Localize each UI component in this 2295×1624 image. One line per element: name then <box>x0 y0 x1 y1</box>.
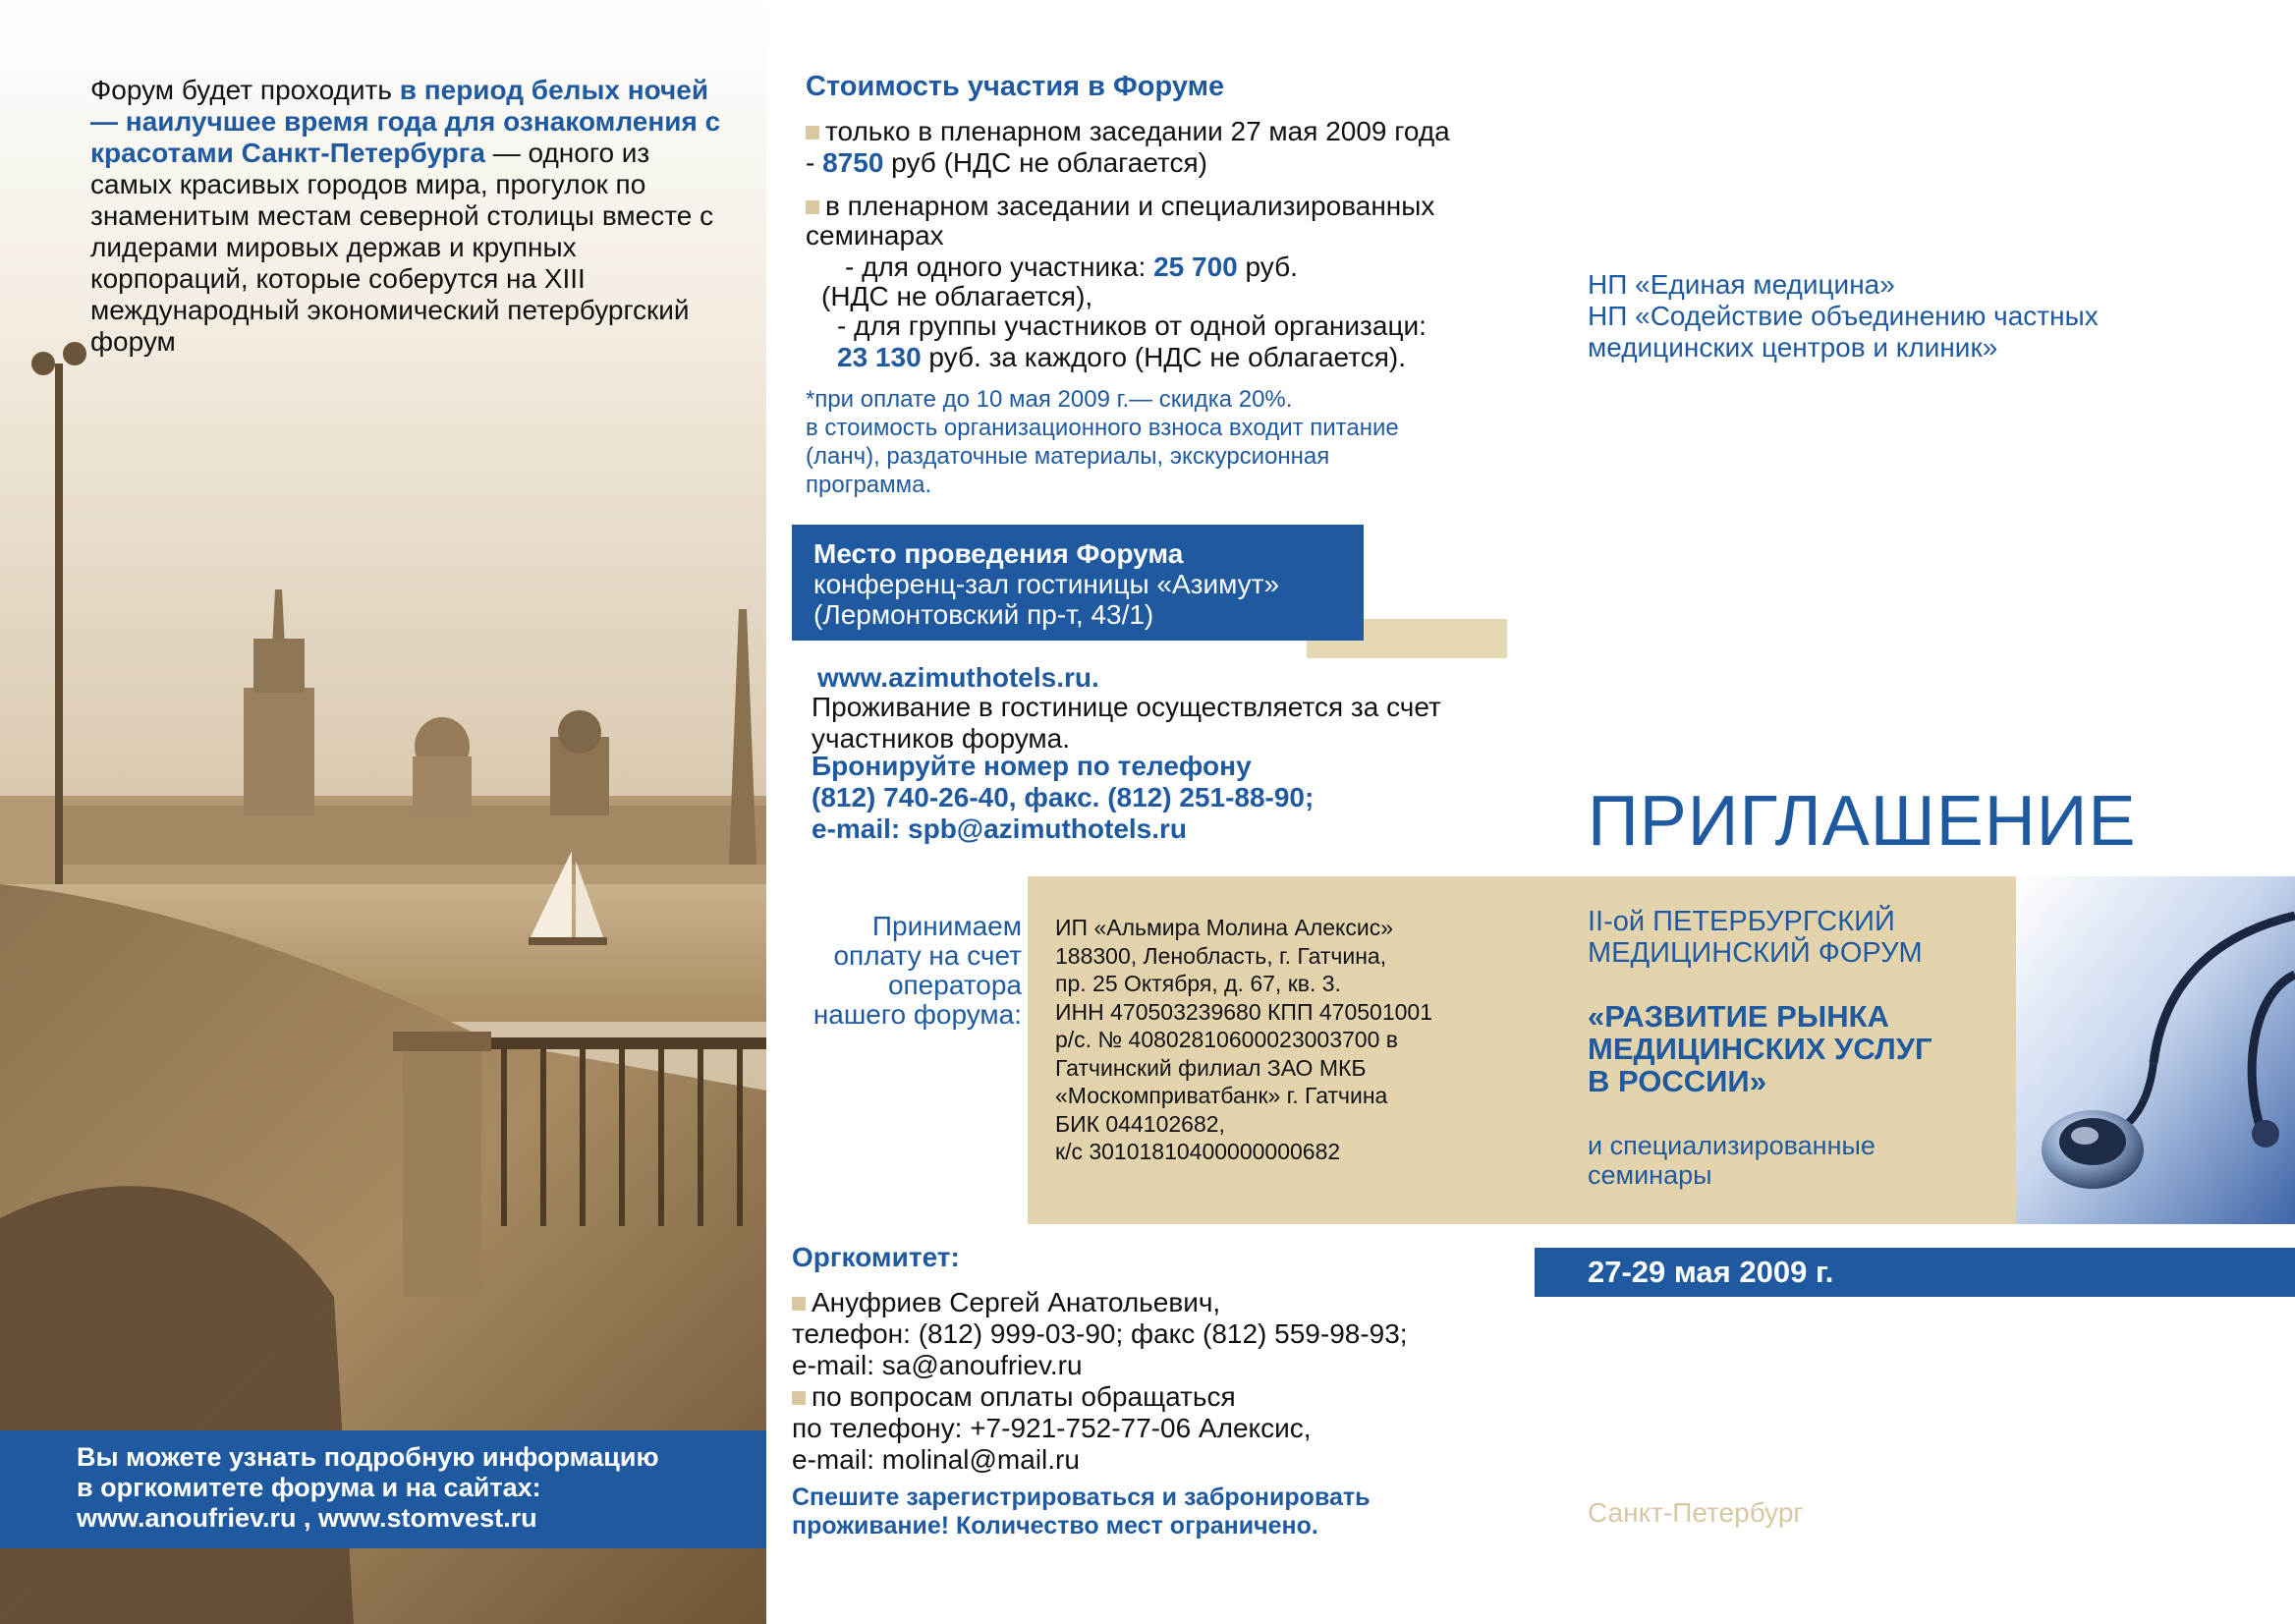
dash: - <box>806 147 823 178</box>
group-price <box>837 342 1406 373</box>
contact-email[interactable]: e-mail: sa@anoufriev.ru <box>792 1350 1083 1380</box>
organizer-name: медицинских центров и клиник» <box>1588 332 1998 363</box>
payment-details <box>1055 914 1507 1166</box>
payment-phone: по телефону: +7-921-752-77-06 Алексис, <box>792 1413 1312 1443</box>
booking-email[interactable]: e-mail: spb@azimuthotels.ru <box>812 813 1188 844</box>
vat-note: (НДС не облагается), <box>821 281 1093 311</box>
payment-contact: по вопросам оплаты обращаться <box>812 1381 1236 1412</box>
stethoscope-image <box>2016 876 2295 1224</box>
note-line: программа. <box>806 472 932 498</box>
detail-line: ИП «Альмира Молина Алексис» <box>1055 915 1393 940</box>
left-intro-text <box>90 75 729 358</box>
cost-notes <box>806 385 1399 499</box>
group-label: - для группы участников от одной организаци: <box>837 310 1427 341</box>
label-line: оператора <box>887 970 1022 1000</box>
forum-dates: 27-29 мая 2009 г. <box>1588 1255 1834 1289</box>
city-label: Санкт-Петербург <box>1588 1497 1804 1528</box>
hurry-line: Спешите зарегистрироваться и забронировать <box>792 1484 1371 1511</box>
forum-theme: «РАЗВИТИЕ РЫНКА <box>1588 999 1889 1034</box>
forum-name: МЕДИЦИНСКИЙ ФОРУМ <box>1588 937 1923 969</box>
venue-line: (Лермонтовский пр-т, 43/1) <box>813 599 1154 630</box>
bullet-icon <box>792 1391 806 1405</box>
contact-person: Ануфриев Сергей Анатольевич, <box>812 1287 1221 1317</box>
bullet-icon <box>806 126 819 140</box>
detail-line: к/с 30101810400000000682 <box>1055 1139 1341 1164</box>
stay-line: участников форума. <box>812 723 1071 754</box>
bullet-icon <box>806 200 819 214</box>
payment-email[interactable]: e-mail: molinal@mail.ru <box>792 1444 1080 1475</box>
label-line: Принимаем <box>871 911 1022 941</box>
forum-theme: МЕДИЦИНСКИХ УСЛУГ <box>1588 1032 1932 1066</box>
intro-text-end: — одного из самых красивых городов мира, прогулок по знаменитым местам северной столицы вместе с лидерами мировых держав и крупных корпораций, которые соберутся на XIII международный экономический петербургский форум <box>90 138 714 357</box>
detail-line: 188300, Ленобласть, г. Гатчина, <box>1055 942 1387 969</box>
venue-title: Место проведения Форума <box>813 538 1184 569</box>
cost-item-text: семинарах <box>806 220 944 251</box>
note-line: в стоимость организационного взноса входит питание <box>806 415 1399 441</box>
cost-title: Стоимость участия в Форуме <box>806 71 1225 102</box>
booking-phone: (812) 740-26-40, факс. (812) 251-88-90; <box>812 782 1315 812</box>
contact-phone: телефон: (812) 999-03-90; факс (812) 559-98-93; <box>792 1318 1408 1349</box>
detail-line: ИНН 470503239680 КПП 470501001 <box>1055 998 1433 1025</box>
organizer-name: НП «Единая медицина» <box>1588 269 1895 300</box>
unit: руб. <box>1237 252 1298 282</box>
booking-text <box>812 751 1314 845</box>
banner-line: в оргкомитете форума и на сайтах: <box>77 1473 541 1502</box>
stay-line: Проживание в гостинице осуществляется за счет <box>812 692 1441 722</box>
stay-text <box>812 692 1441 755</box>
detail-line: БИК 044102682, <box>1055 1110 1225 1137</box>
cost-item-text: только в пленарном заседании 27 мая 2009 года <box>825 116 1450 146</box>
committee-title: Оргкомитет: <box>792 1242 960 1272</box>
hurry-note <box>792 1484 1371 1540</box>
organizers <box>1588 269 2236 364</box>
forum-name: II-ой ПЕТЕРБУРГСКИЙ <box>1588 906 1895 937</box>
price: 23 130 <box>837 342 922 372</box>
cost-item-1-price <box>806 147 1207 179</box>
detail-line: р/с. № 40802810600023003700 в <box>1055 1027 1398 1052</box>
cost-item-2 <box>806 191 1434 222</box>
seminars-note: и специализированные <box>1588 1131 1875 1160</box>
forum-info <box>1588 906 2020 1190</box>
label: - для одного участника: <box>845 252 1154 282</box>
single-price <box>845 252 1298 283</box>
detail-line: «Москомприватбанк» г. Гатчина <box>1055 1083 1388 1108</box>
forum-theme: В РОССИИ» <box>1588 1064 1766 1098</box>
detail-line: Гатчинский филиал ЗАО МКБ <box>1055 1054 1367 1081</box>
venue-line: конференц-зал гостиницы «Азимут» <box>813 569 1280 599</box>
label-line: нашего форума: <box>812 999 1022 1030</box>
hurry-line: проживание! Количество мест ограничено. <box>792 1512 1318 1540</box>
price: 8750 <box>822 147 884 178</box>
banner-line: Вы можете узнать подробную информацию <box>77 1442 659 1472</box>
organizer-name: НП «Содействие объединению частных <box>1588 301 2099 331</box>
note-line: *при оплате до 10 мая 2009 г.— скидка 20%. <box>806 386 1293 413</box>
seminars-note: семинары <box>1588 1160 1712 1190</box>
venue-text <box>813 538 1364 630</box>
vat-note: руб. за каждого (НДС не облагается). <box>921 342 1406 372</box>
invitation-title: ПРИГЛАШЕНИЕ <box>1588 782 2137 861</box>
bullet-icon <box>792 1297 806 1311</box>
note-line: (ланч), раздаточные материалы, экскурсионная <box>806 443 1330 470</box>
intro-highlight: в период белых ночей — наилучшее время года для ознакомления с красотами Санкт-Петербурга <box>90 75 721 168</box>
label-line: оплату на счет <box>833 940 1022 971</box>
banner-links[interactable]: www.anoufriev.ru , www.stomvest.ru <box>77 1503 537 1533</box>
intro-text-start: Форум будет проходить <box>90 75 400 105</box>
payment-label <box>766 912 1022 1030</box>
detail-line: пр. 25 Октября, д. 67, кв. 3. <box>1055 971 1341 996</box>
cost-item-1 <box>806 116 1450 147</box>
cost-item-text: в пленарном заседании и специализированных <box>825 191 1435 221</box>
vat-note: руб (НДС не облагается) <box>883 147 1207 178</box>
committee-contacts <box>792 1287 1408 1476</box>
hotel-website-link[interactable]: www.azimuthotels.ru. <box>817 662 1099 693</box>
price: 25 700 <box>1153 252 1238 282</box>
booking-line: Бронируйте номер по телефону <box>812 751 1252 781</box>
info-banner-text <box>77 1442 755 1534</box>
